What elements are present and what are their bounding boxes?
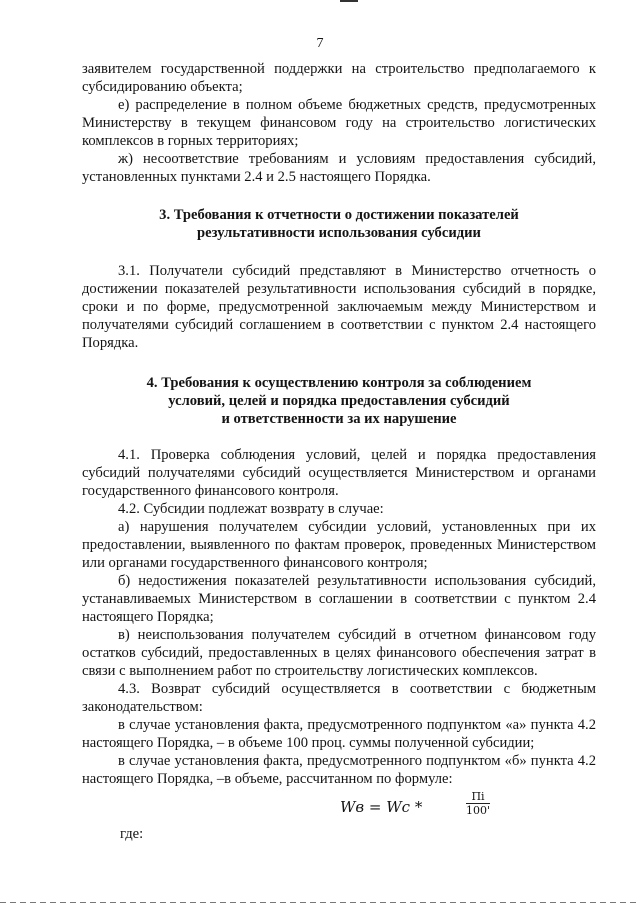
paragraph-4-2: 4.2. Субсидии подлежат возврату в случае: [118, 501, 384, 517]
paragraph-item-zh: ж) несоответствие требованиям и условиям предоставления субсидий, установленных пунктами 2.4 и 2.5 настоящего Порядка. [82, 151, 596, 185]
where-label: где: [120, 826, 144, 842]
paragraph-continuation: заявителем государственной поддержки на строительство предполагаемого к субсидированию объекта; [82, 61, 596, 95]
refund-formula [82, 790, 596, 824]
section-3-heading [82, 206, 596, 242]
section-4-heading-line-3: и ответственности за их нарушение [221, 411, 457, 427]
paragraph-4-1: 4.1. Проверка соблюдения условий, целей и порядка предоставления субсидий получателями субсидий осуществляется Министерством и органами государственного финансового контроля. [82, 447, 596, 499]
paragraph-4-2-b: б) недостижения показателей результативности использования субсидий, устанавливаемых Министерством в соглашении в соответствии с пунктом 2.4 настоящего Порядка; [82, 573, 596, 625]
paragraph-4-3: 4.3. Возврат субсидий осуществляется в соответствии с бюджетным законодательством: [82, 681, 596, 715]
formula-fraction [466, 790, 490, 817]
paragraph-4-2-a: а) нарушения получателем субсидии условий, установленных при их предоставлении, выявленного по фактам проверок, проведенных Министерством или органами государственного финансового контроля; [82, 519, 596, 571]
section-3-heading-line-1: 3. Требования к отчетности о достижении показателей [159, 207, 519, 223]
paragraph-3-1: 3.1. Получатели субсидий представляют в Министерство отчетность о достижении показателей результативности использования субсидий в порядке, сроки и по форме, предусмотренной заключаемым между Министерством и получателями субсидий соглашением в соответствии с пунктом 2.4 настоящего Порядка. [82, 263, 596, 351]
paragraph-item-e: е) распределение в полном объеме бюджетных средств, предусмотренных Министерству в текущем финансовом году на строительство логистических комплексов в горных территориях; [82, 97, 596, 149]
page-number: 7 [316, 36, 324, 51]
section-3-heading-line-2: результативности использования субсидии [197, 225, 481, 241]
scan-bottom-edge [0, 902, 640, 903]
section-4-heading [82, 374, 596, 428]
document-body [82, 60, 596, 830]
formula-lhs: Wв = Wc * [340, 798, 423, 816]
formula-numerator: Пi [466, 790, 490, 804]
paragraph-4-3-case-a: в случае установления факта, предусмотренного подпунктом «а» пункта 4.2 настоящего Порядка, – в объеме 100 проц. суммы полученной субсидии; [82, 717, 596, 751]
paragraph-4-2-v: в) неиспользования получателем субсидий в отчетном финансовом году остатков субсидий, предоставленных в целях финансового обеспечения затрат в связи с выполнением работ по строительству логистических комплексов. [82, 627, 596, 679]
section-4-heading-line-2: условий, целей и порядка предоставления субсидий [168, 393, 510, 409]
formula-denominator: 100' [466, 804, 491, 817]
paragraph-4-3-case-b: в случае установления факта, предусмотренного подпунктом «б» пункта 4.2 настоящего Порядка, –в объеме, рассчитанном по формуле: [82, 753, 596, 787]
section-4-heading-line-1: 4. Требования к осуществлению контроля за соблюдением [146, 375, 532, 391]
scan-mark [340, 0, 358, 2]
